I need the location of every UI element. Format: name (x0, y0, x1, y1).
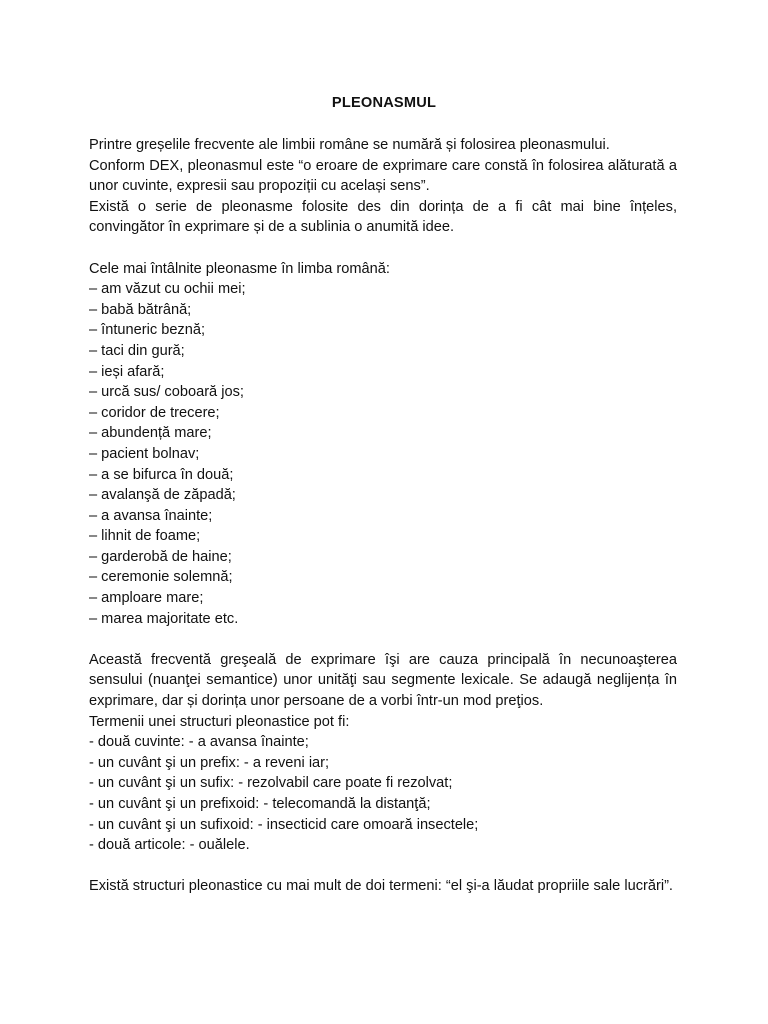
intro-paragraph-1: Printre greșelile frecvente ale limbii române se numără și folosirea pleonasmului. (89, 137, 610, 153)
intro-paragraph-2: Conform DEX, pleonasmul este “o eroare de exprimare care constă în folosirea alăturată a unor cuvinte, expresii sau propoziții cu același sens”. (89, 157, 677, 195)
list-item: – a avansa înainte; (89, 507, 213, 524)
terms-heading: Termenii unei structuri pleonastice pot fi: (89, 713, 350, 730)
list-item: – am văzut cu ochii mei; (89, 281, 246, 298)
page-title: PLEONASMUL (331, 95, 437, 111)
list-item: – marea majoritate etc. (89, 610, 239, 627)
paragraph-gap (89, 856, 677, 877)
list-item: – ieși afară; (89, 363, 165, 380)
list-item: - un cuvânt şi un prefixoid: - telecomandă la distanţă; (89, 796, 431, 812)
list-item: – amploare mare; (89, 590, 204, 607)
list-item: – pacient bolnav; (89, 445, 200, 462)
list-item: - un cuvânt şi un sufix: - rezolvabil care poate fi rezolvat; (89, 775, 453, 792)
list-item: – abundență mare; (89, 425, 212, 442)
terms-list (89, 732, 677, 856)
list-item: – întuneric beznă; (89, 322, 206, 339)
closing-paragraph: Există structuri pleonastice cu mai mult de doi termeni: “el şi-a lăudat propriile sale lucrări”. (89, 878, 673, 895)
list-item: – taci din gură; (89, 342, 185, 359)
common-pleonasms-list (89, 279, 677, 629)
list-item: – coridor de trecere; (89, 404, 220, 421)
list-item: – avalanşă de zăpadă; (89, 487, 236, 504)
list-item: - două articole: - ouălele. (89, 837, 250, 854)
list-item: – babă bătrână; (89, 301, 192, 318)
common-pleonasms-heading: Cele mai întâlnite pleonasme în limba română: (89, 260, 390, 277)
list-item: – a se bifurca în două; (89, 466, 234, 483)
list-item: – lihnit de foame; (89, 528, 201, 545)
causes-paragraph: Această frecventă greşeală de exprimare îşi are cauza principală în necunoaşterea sensului (nuanţei semantice) unor unităţi sau segmente lexicale. Se adaugă neglijența în exprimare, dar și dorința unor persoane de a vorbi într-un mod preţios. (89, 651, 677, 710)
list-item: - un cuvânt şi un sufixoid: - insecticid care omoară insectele; (89, 816, 479, 833)
list-item: – urcă sus/ coboară jos; (89, 384, 244, 401)
document-body (89, 135, 677, 897)
list-item: – garderobă de haine; (89, 548, 232, 565)
list-item: - două cuvinte: - a avansa înainte; (89, 734, 309, 751)
intro-paragraph-3: Există o serie de pleonasme folosite des din dorința de a fi cât mai bine înțeles, convingător în exprimare și de a sublinia o anumită idee. (89, 198, 677, 236)
paragraph-gap (89, 238, 677, 259)
list-item: – ceremonie solemnă; (89, 569, 233, 586)
paragraph-gap (89, 629, 677, 650)
list-item: - un cuvânt şi un prefix: - a reveni iar; (89, 754, 330, 771)
